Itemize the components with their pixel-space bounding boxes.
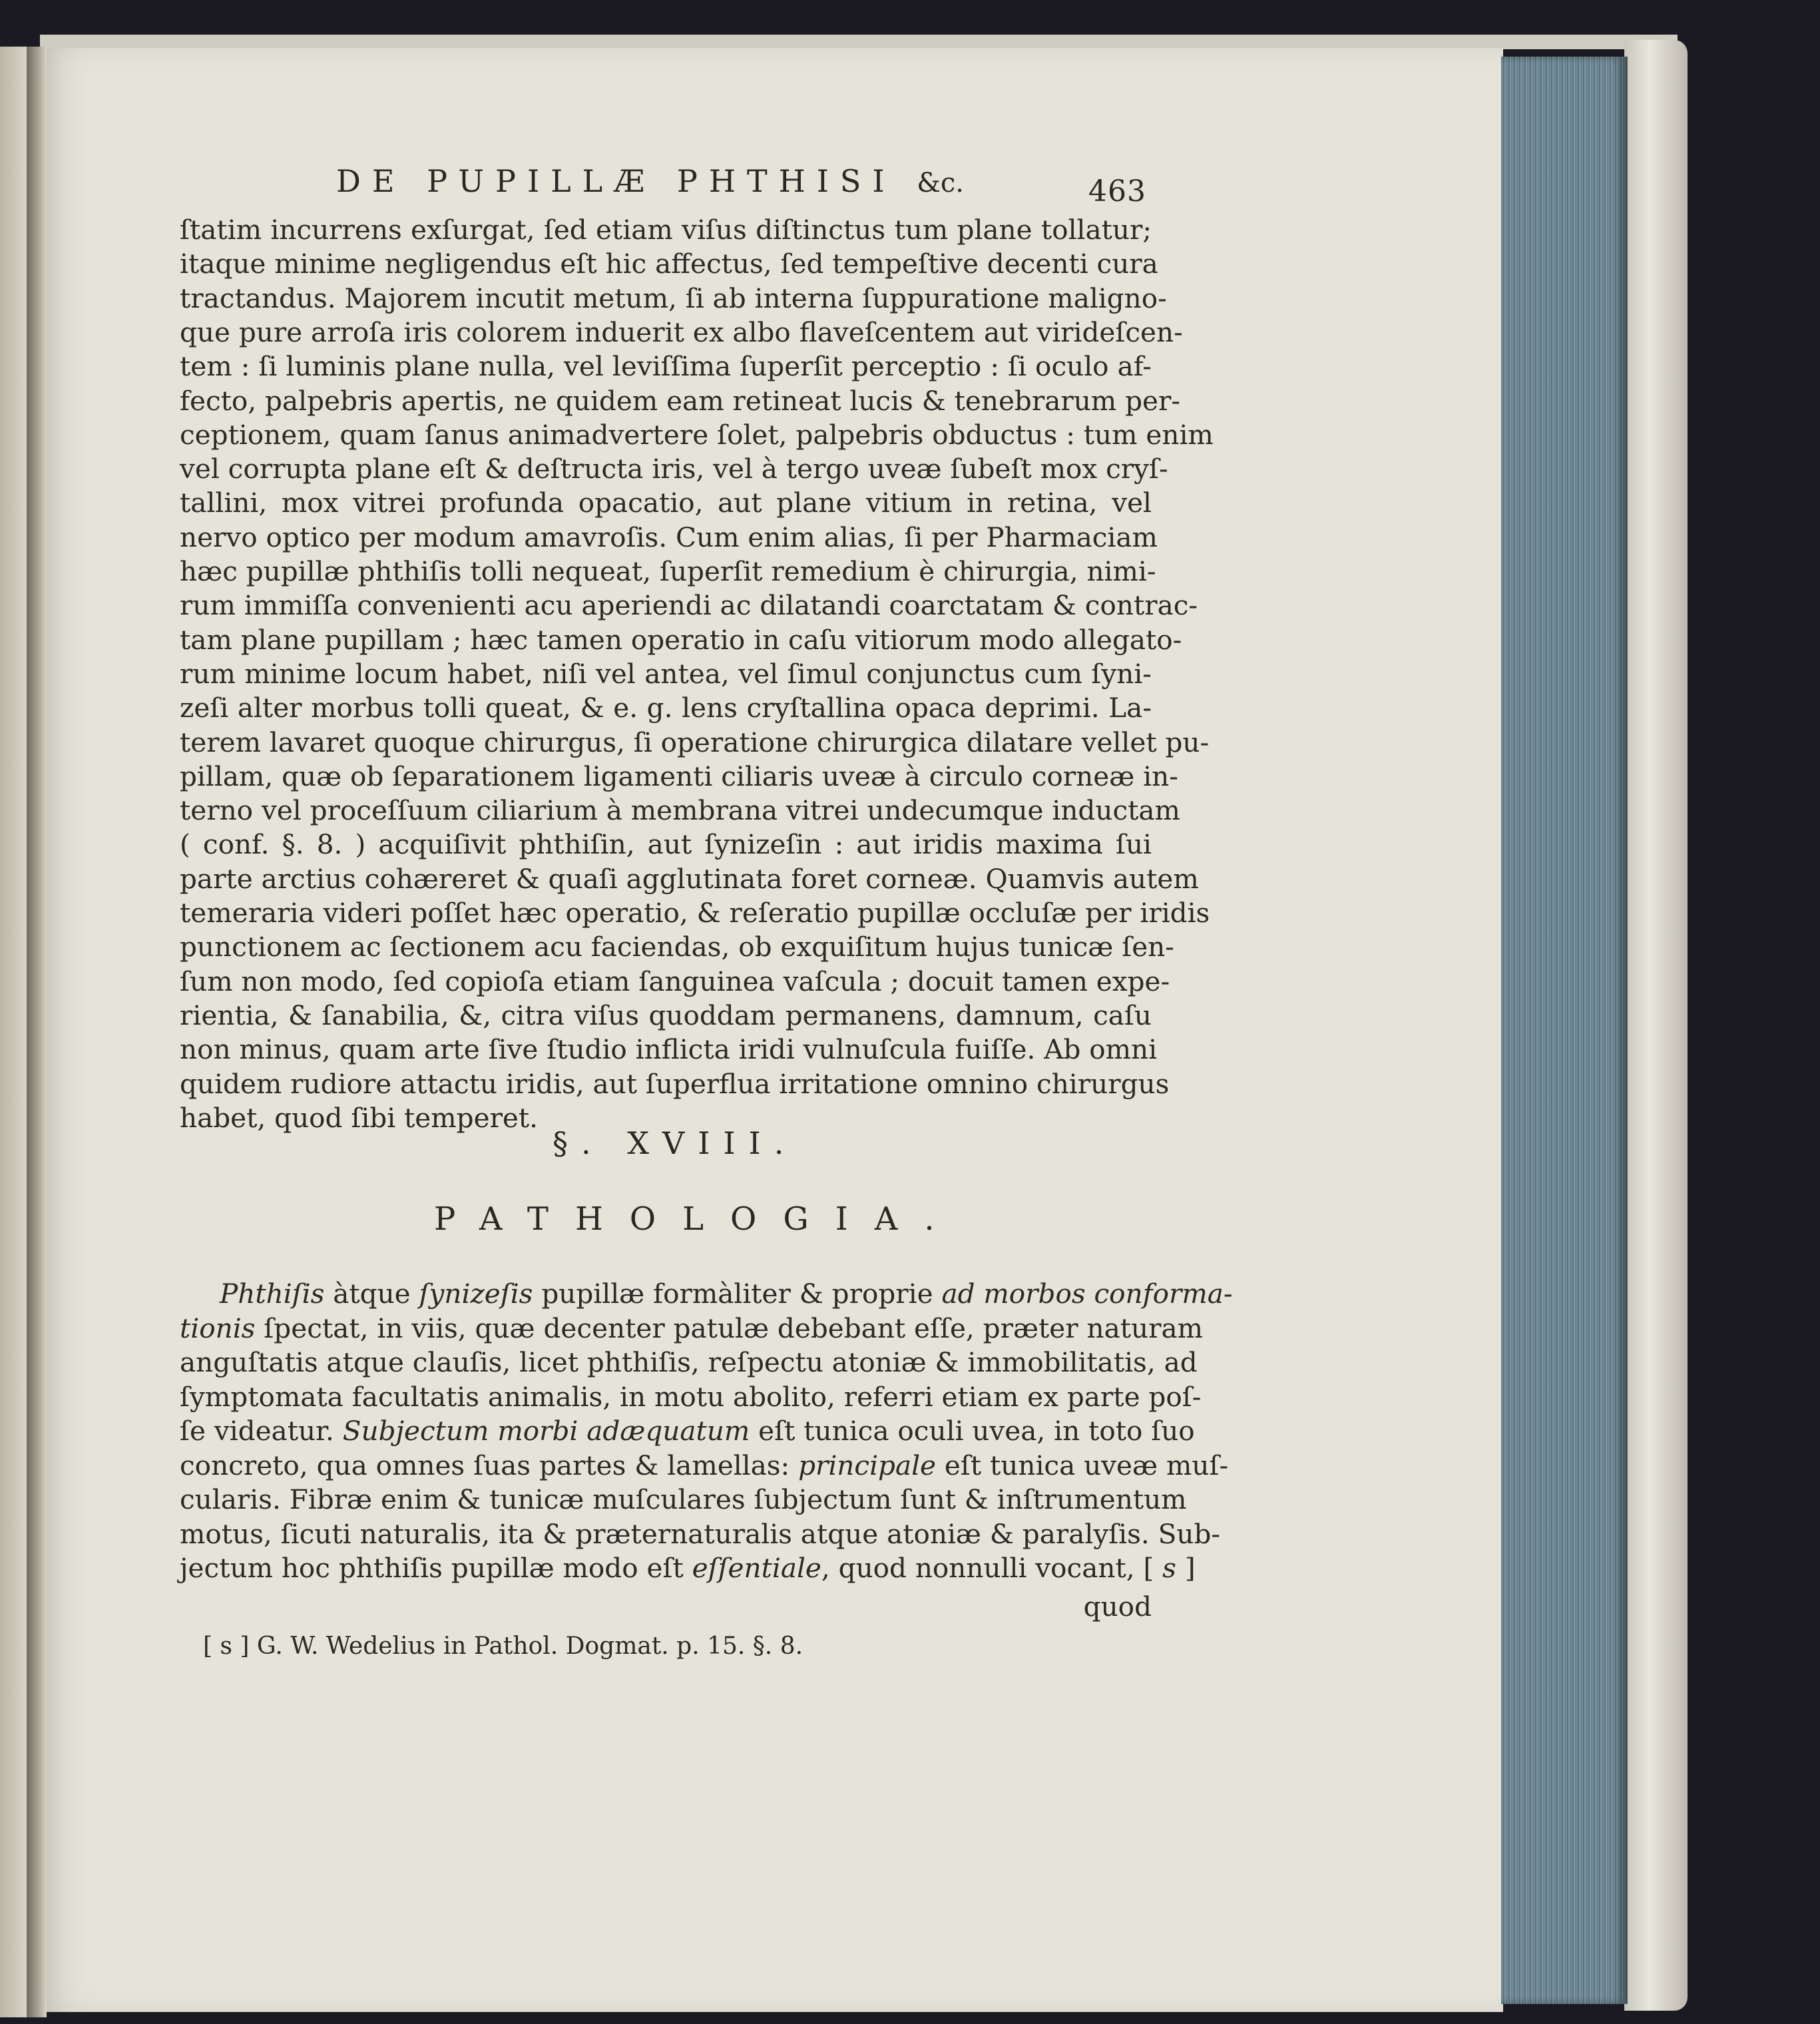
text-line: terno vel proceſſuum ciliarium à membrana vitrei undecumque inductam bbox=[180, 794, 1180, 827]
text-line bbox=[180, 1449, 1229, 1482]
italic-text: s bbox=[1162, 1552, 1176, 1584]
text-line: punctionem ac ſectionem acu faciendas, ob exquiſitum hujus tunicæ ſen- bbox=[180, 931, 1174, 963]
italic-text: ad morbos conforma- bbox=[941, 1278, 1233, 1310]
text-span: pupillæ formàliter & proprie bbox=[533, 1278, 942, 1310]
text-line: rum immiſſa convenienti acu aperiendi ac dilatandi coarctatam & contrac- bbox=[180, 589, 1198, 622]
text-line: habet, quod ſibi temperet. bbox=[180, 1101, 539, 1134]
text-line: ſum non modo, ſed copioſa etiam ſanguinea vaſcula ; docuit tamen expe- bbox=[180, 965, 1170, 997]
text-line: itaque minime negligendus eſt hic affectus, ſed tempeſtive decenti cura bbox=[180, 248, 1158, 280]
text-line: fecto, palpebris apertis, ne quidem eam retineat lucis & tenebrarum per- bbox=[180, 384, 1181, 417]
text-line: ( conf. §. 8. ) acquiſivit phthiſin, aut ſynizeſin : aut iridis maxima ſui bbox=[180, 828, 1152, 861]
text-span: eſt tunica uveæ muſ- bbox=[936, 1449, 1229, 1481]
text-line: terem lavaret quoque chirurgus, ſi operatione chirurgica dilatare vellet pu- bbox=[180, 726, 1210, 758]
text-line: quidem rudiore attactu iridis, aut ſuperflua irritatione omnino chirurgus bbox=[180, 1067, 1170, 1100]
text-line: zeſi alter morbus tolli queat, & e. g. lens cryſtallina opaca deprimi. La- bbox=[180, 692, 1152, 724]
text-line bbox=[220, 1277, 1233, 1310]
text-span: ſymptomata facultatis animalis, in motu abolito, referri etiam ex parte poſ- bbox=[180, 1380, 1202, 1413]
page-number: 463 bbox=[1088, 174, 1146, 208]
text-line: hæc pupillæ phthiſis tolli nequeat, ſuperſit remedium è chirurgia, nimi- bbox=[180, 555, 1156, 587]
text-span: eſt tunica oculi uvea, in toto ſuo bbox=[750, 1415, 1195, 1447]
text-line: tam plane pupillam ; hæc tamen operatio in caſu vitiorum modo allegato- bbox=[180, 623, 1182, 656]
italic-text: ſynizeſis bbox=[419, 1278, 533, 1310]
text-line bbox=[180, 1483, 1187, 1516]
text-span: jectum hoc phthiſis pupillæ modo eſt bbox=[180, 1552, 692, 1584]
text-line: rientia, & ſanabilia, &, citra viſus quoddam permanens, damnum, caſu bbox=[180, 999, 1152, 1031]
text-span: ſe videatur. bbox=[180, 1415, 343, 1447]
text-line: tractandus. Majorem incutit metum, ſi ab interna ſuppuratione maligno- bbox=[180, 282, 1167, 314]
section-number: §. XVIII. bbox=[553, 1125, 797, 1161]
text-line: nervo optico per modum amavroſis. Cum enim alias, ſi per Pharmaciam bbox=[180, 521, 1158, 553]
text-line: tallini, mox vitrei profunda opacatio, aut plane vitium in retina, vel bbox=[180, 487, 1152, 519]
italic-text: principale bbox=[798, 1449, 937, 1481]
book-cover-top-edge bbox=[40, 35, 1678, 49]
italic-text: Subjectum morbi adæquatum bbox=[342, 1415, 750, 1447]
text-line: vel corrupta plane eſt & deſtructa iris, vel à tergo uveæ ſubeſt mox cryſ- bbox=[180, 453, 1168, 485]
italic-text: tionis bbox=[180, 1312, 256, 1344]
text-line: temeraria videri poſſet hæc operatio, & reſeratio pupillæ occluſæ per iridis bbox=[180, 897, 1210, 929]
text-line: rum minime locum habet, niſi vel antea, vel ſimul conjunctus cum ſyni- bbox=[180, 657, 1152, 690]
text-span: ] bbox=[1176, 1552, 1196, 1584]
page-gutter bbox=[27, 47, 47, 2017]
text-span: ſpectat, in viis, quæ decenter patulæ debebant eſſe, præter naturam bbox=[255, 1312, 1204, 1344]
text-line bbox=[180, 1312, 1204, 1345]
text-line: ceptionem, quam ſanus animadvertere ſolet, palpebris obductus : tum enim bbox=[180, 418, 1214, 451]
text-line bbox=[180, 1380, 1202, 1413]
text-span: àtque bbox=[324, 1278, 419, 1310]
text-span: , quod nonnulli vocant, [ bbox=[821, 1552, 1163, 1584]
text-line bbox=[180, 1414, 1195, 1447]
running-header bbox=[336, 163, 1155, 203]
running-title: DE PUPILLÆ PHTHISI bbox=[336, 163, 896, 199]
text-span: concreto, qua omnes ſuas partes & lamellas: bbox=[180, 1449, 799, 1481]
catchword: quod bbox=[1083, 1591, 1152, 1623]
text-span: cularis. Fibræ enim & tunicæ muſculares ſubjectum ſunt & inſtrumentum bbox=[180, 1483, 1187, 1515]
text-line: que pure arroſa iris colorem induerit ex albo flaveſcentem aut virideſcen- bbox=[180, 316, 1183, 348]
italic-text: Phthiſis bbox=[220, 1278, 325, 1310]
running-title-etc: &c. bbox=[917, 168, 964, 198]
text-line bbox=[180, 1346, 1198, 1379]
text-span: motus, ſicuti naturalis, ita & præternaturalis atque atoniæ & paralyſis. Sub- bbox=[180, 1517, 1221, 1550]
text-line: parte arctius cohæreret & quaſi agglutinata foret corneæ. Quamvis autem bbox=[180, 862, 1199, 895]
text-line: tem : ſi luminis plane nulla, vel leviſſima ſuperſit perceptio : ſi oculo af- bbox=[180, 350, 1152, 383]
text-span: anguſtatis atque clauſis, licet phthiſis, reſpectu atoniæ & immobilitatis, ad bbox=[180, 1346, 1198, 1378]
text-line: pillam, quæ ob ſeparationem ligamenti ciliaris uveæ à circulo corneæ in- bbox=[180, 760, 1178, 792]
section-title: PATHOLOGIA. bbox=[434, 1200, 961, 1238]
book-cover-edge bbox=[1624, 40, 1688, 2011]
text-line: ſtatim incurrens exſurgat, ſed etiam viſus diſtinctus tum plane tollatur; bbox=[180, 214, 1152, 246]
text-line: non minus, quam arte ſive ſtudio inflicta iridi vulnuſcula fuiſſe. Ab omni bbox=[180, 1033, 1158, 1066]
text-line bbox=[180, 1517, 1221, 1551]
book-fore-edge bbox=[1501, 57, 1628, 2004]
italic-text: eſſentiale bbox=[692, 1552, 821, 1584]
footnote: [ s ] G. W. Wedelius in Pathol. Dogmat. p. 15. §. 8. bbox=[203, 1633, 803, 1660]
text-line bbox=[180, 1551, 1196, 1585]
